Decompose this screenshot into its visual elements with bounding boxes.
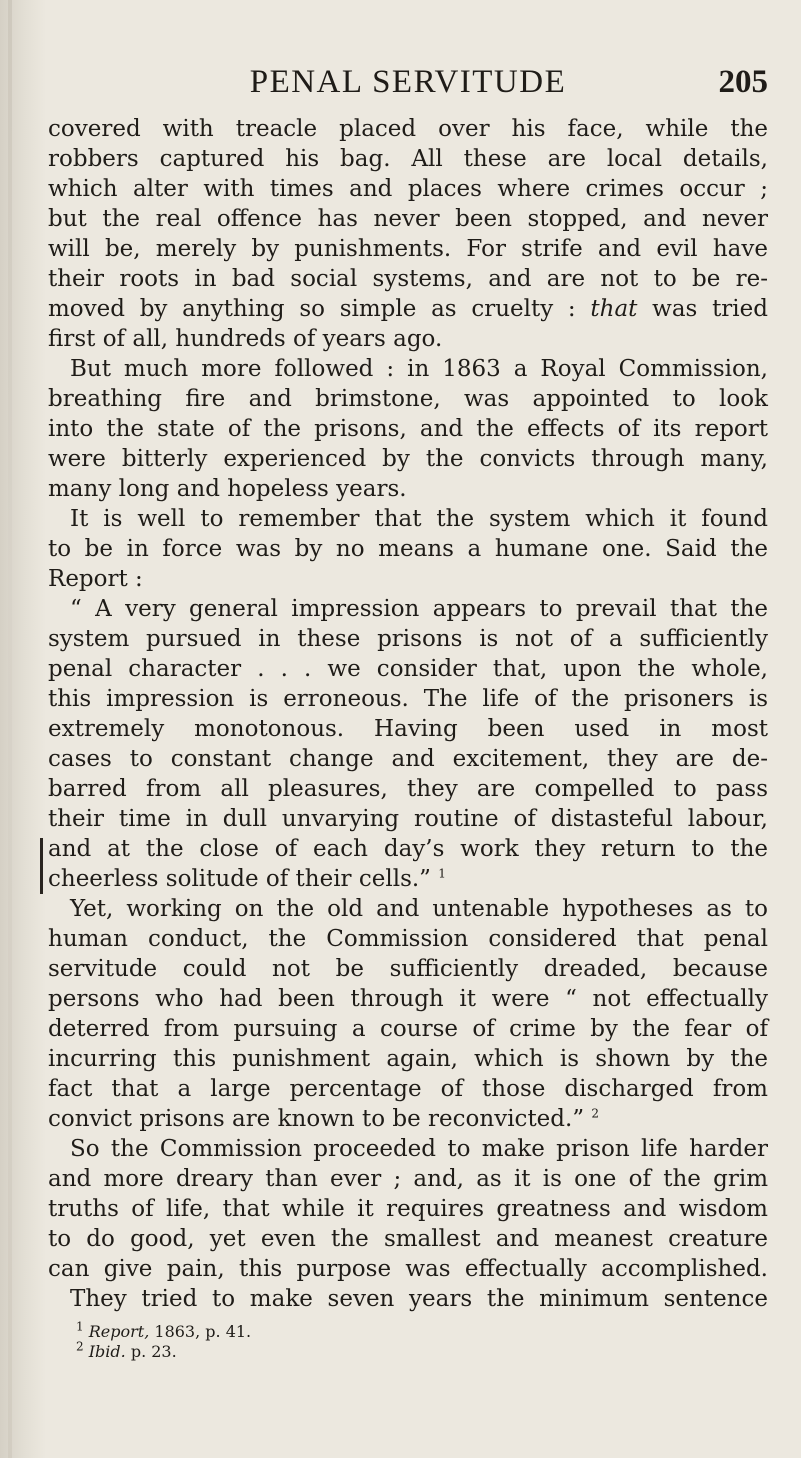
paragraph-start: So the Commission proceeded to make prison life harder <box>70 1136 768 1162</box>
text-line: human conduct, the Commission considered that penal <box>48 926 768 952</box>
text-segment: cheerless solitude of their cells.” <box>48 866 431 892</box>
footnote-source: Report, <box>88 1322 150 1341</box>
text-segment: convict prisons are known to be reconvicted.” <box>48 1106 585 1132</box>
text-line: into the state of the prisons, and the effects of its report <box>48 416 768 442</box>
text-line: will be, merely by punishments. For strife and evil have <box>48 236 768 262</box>
text-line: robbers captured his bag. All these are local details, <box>48 146 768 172</box>
text-line: cases to constant change and excitement, they are de- <box>48 746 768 772</box>
bracketed-lines <box>48 834 768 894</box>
text-line: Report : <box>48 566 143 592</box>
text-line: and more dreary than ever ; and, as it is one of the grim <box>48 1166 768 1192</box>
text-line: They tried to make seven years the minimum sentence <box>70 1286 768 1312</box>
page-number: 205 <box>718 64 768 100</box>
running-title: PENAL SERVITUDE <box>249 64 567 100</box>
text-line: persons who had been through it were “ not effectually <box>48 986 768 1012</box>
text-line <box>48 294 768 324</box>
running-head <box>48 64 768 110</box>
text-line: barred from all pleasures, they are compelled to pass <box>48 776 768 802</box>
footnote-ref: 2 <box>591 1106 600 1121</box>
text-line: breathing fire and brimstone, was appointed to look <box>48 386 768 412</box>
gutter-shadow <box>8 0 12 1458</box>
text-line: their time in dull unvarying routine of distasteful labour, <box>48 806 768 832</box>
text-line: and at the close of each day’s work they return to the <box>48 836 768 862</box>
text-line: fact that a large percentage of those discharged from <box>48 1076 768 1102</box>
text-line: deterred from pursuing a course of crime by the fear of <box>48 1016 768 1042</box>
text-line: to be in force was by no means a humane one. Said the <box>48 536 768 562</box>
emphasis-that: that <box>590 296 638 322</box>
paragraph-start: Yet, working on the old and untenable hypotheses as to <box>70 896 768 922</box>
footnote-mark: 2 <box>76 1339 84 1354</box>
text-line: many long and hopeless years. <box>48 476 407 502</box>
text-line: this impression is erroneous. The life of the prisoners is <box>48 686 768 712</box>
text-line: extremely monotonous. Having been used in most <box>48 716 768 742</box>
footnote-ref: 1 <box>438 866 446 881</box>
footnote-text: 1863, p. 41. <box>149 1322 252 1341</box>
book-page <box>48 64 768 1362</box>
footnote <box>76 1339 768 1362</box>
text-line <box>48 864 768 894</box>
text-line: covered with treacle placed over his face, while the <box>48 116 768 142</box>
book-gutter <box>0 0 46 1458</box>
text-segment: was tried <box>637 296 768 322</box>
text-line: their roots in bad social systems, and are not to be re- <box>48 266 768 292</box>
margin-bracket <box>40 838 43 894</box>
text-line: servitude could not be sufficiently dreaded, because <box>48 956 768 982</box>
footnote-text: p. 23. <box>125 1342 177 1361</box>
text-segment: moved by anything so simple as cruelty : <box>48 296 591 322</box>
text-line: incurring this punishment again, which is shown by the <box>48 1046 768 1072</box>
body-text <box>48 114 768 1314</box>
text-line: truths of life, that while it requires greatness and wisdom <box>48 1196 768 1222</box>
text-line: first of all, hundreds of years ago. <box>48 326 443 352</box>
text-line: system pursued in these prisons is not of a sufficiently <box>48 626 768 652</box>
paragraph-start: But much more followed : in 1863 a Royal Commission, <box>70 356 768 382</box>
footnotes <box>48 1319 768 1362</box>
text-line: were bitterly experienced by the convicts through many, <box>48 446 768 472</box>
text-line: to do good, yet even the smallest and meanest creature <box>48 1226 768 1252</box>
text-line: which alter with times and places where crimes occur ; <box>48 176 768 202</box>
text-line: penal character . . . we consider that, upon the whole, <box>48 656 768 682</box>
text-line <box>48 1104 768 1134</box>
paragraph-start: It is well to remember that the system which it found <box>70 506 768 532</box>
footnote <box>76 1319 768 1342</box>
footnote-source: Ibid. <box>88 1342 126 1361</box>
footnote-mark: 1 <box>76 1319 84 1334</box>
text-line: but the real offence has never been stopped, and never <box>48 206 768 232</box>
quote-start: “ A very general impression appears to prevail that the <box>70 596 768 622</box>
text-line: can give pain, this purpose was effectually accomplished. <box>48 1256 768 1282</box>
